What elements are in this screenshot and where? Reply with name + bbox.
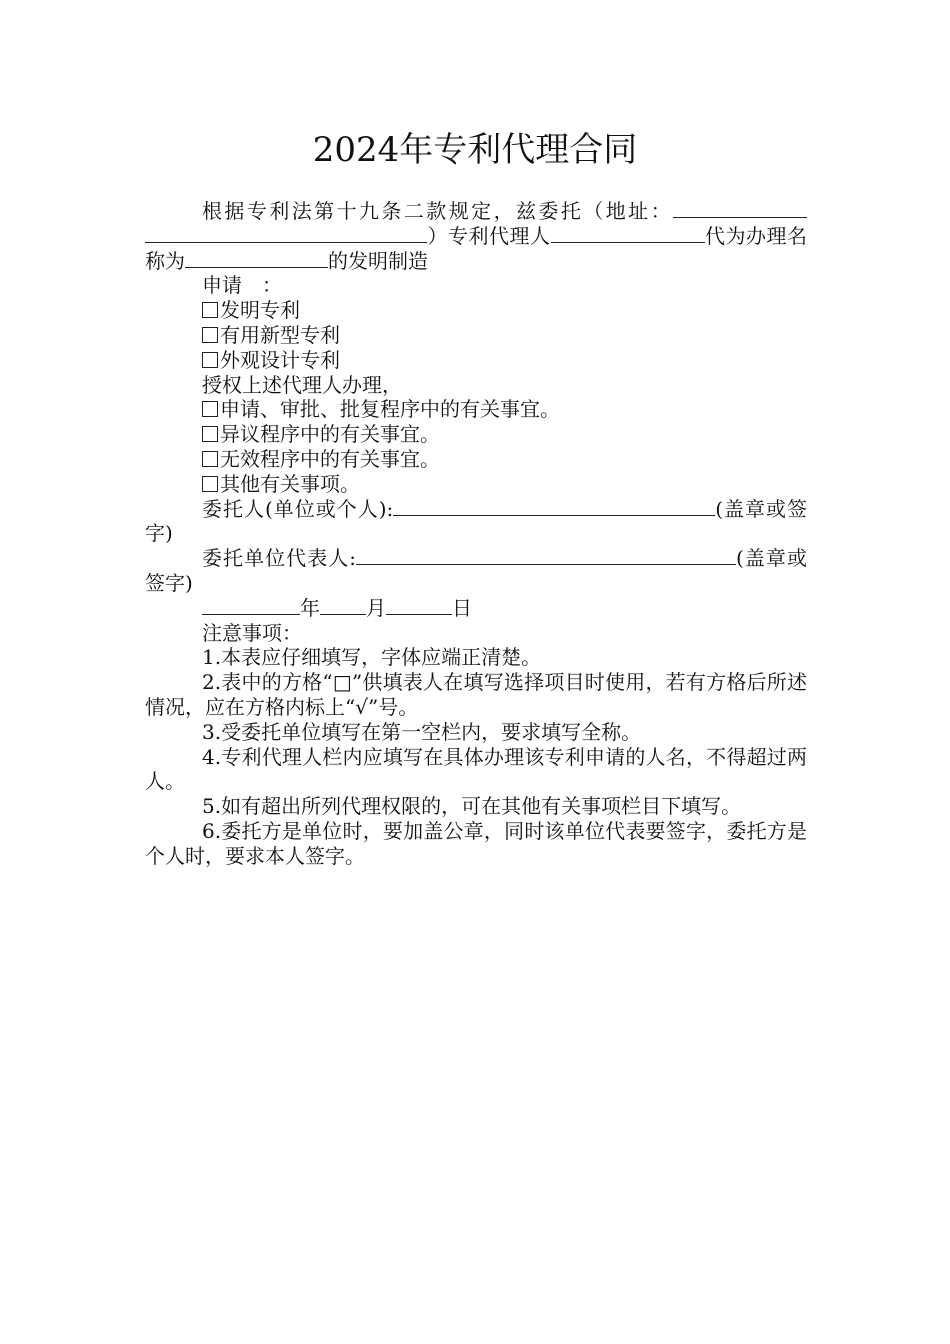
intro-paragraph: [145, 199, 807, 273]
authorize-option[interactable]: 异议程序中的有关事宜。: [145, 422, 807, 447]
authorize-option[interactable]: 无效程序中的有关事宜。: [145, 447, 807, 472]
intro-text-4: 的发明制造: [328, 248, 428, 273]
note-item: 3.受委托单位填写在第一空栏内，要求填写全称。: [202, 719, 642, 744]
apply-option[interactable]: 外观设计专利: [145, 348, 807, 373]
invention-name-blank[interactable]: [185, 249, 328, 268]
month-blank[interactable]: [320, 596, 366, 615]
authorize-option[interactable]: 其他有关事项。: [145, 472, 807, 497]
checkbox-icon[interactable]: [202, 401, 218, 417]
year-blank[interactable]: [202, 596, 300, 615]
date-line: 年 月 日: [145, 596, 807, 621]
agent-blank[interactable]: [551, 224, 705, 243]
notes-label: 注意事项：: [202, 620, 302, 645]
note-item: 1.本表应仔细填写，字体应端正清楚。: [202, 645, 542, 670]
checkbox-icon[interactable]: [202, 327, 218, 343]
apply-option[interactable]: 发明专利: [145, 298, 807, 323]
note-item: 4.专利代理人栏内应填写在具体办理该专利申请的人名，不得超过两人。: [145, 744, 807, 794]
document-body: [145, 199, 807, 869]
authorize-option[interactable]: 申请、审批、批复程序中的有关事宜。: [145, 397, 807, 422]
representative-signature-blank[interactable]: [356, 546, 736, 565]
checkbox-icon[interactable]: [202, 302, 218, 318]
apply-label: 申请 ：: [202, 273, 282, 298]
document-title: 2024年专利代理合同: [312, 130, 638, 170]
principal-line: 委托人(单位或个人): (盖章或签字): [145, 496, 808, 546]
checkbox-icon[interactable]: [202, 451, 218, 467]
authorize-label: 授权上述代理人办理，: [202, 372, 402, 397]
day-blank[interactable]: [386, 596, 452, 615]
address-blank[interactable]: [673, 199, 807, 218]
principal-signature-blank[interactable]: [393, 497, 715, 516]
intro-text-1: 根据专利法第十九条二款规定，兹委托（地址：: [202, 199, 673, 223]
intro-text-2: ）专利代理人: [427, 223, 551, 248]
representative-line: 委托单位代表人: (盖章或签字): [145, 546, 807, 595]
apply-option[interactable]: 有用新型专利: [145, 323, 807, 348]
address-blank-2[interactable]: [145, 224, 427, 243]
checkbox-icon[interactable]: [202, 426, 218, 442]
checkbox-icon[interactable]: [202, 476, 218, 492]
intro-text-3: 代为办理名称为: [145, 223, 807, 273]
note-item: 6.委托方是单位时，要加盖公章，同时该单位代表要签字，委托方是个人时，要求本人签字。: [145, 818, 807, 868]
note-item: 2.表中的方格“□”供填表人在填写选择项目时使用，若有方格后所述情况，应在方格内标上“√”号。: [145, 670, 807, 719]
note-item: 5.如有超出所列代理权限的，可在其他有关事项栏目下填写。: [202, 794, 742, 819]
checkbox-icon[interactable]: [202, 352, 218, 368]
